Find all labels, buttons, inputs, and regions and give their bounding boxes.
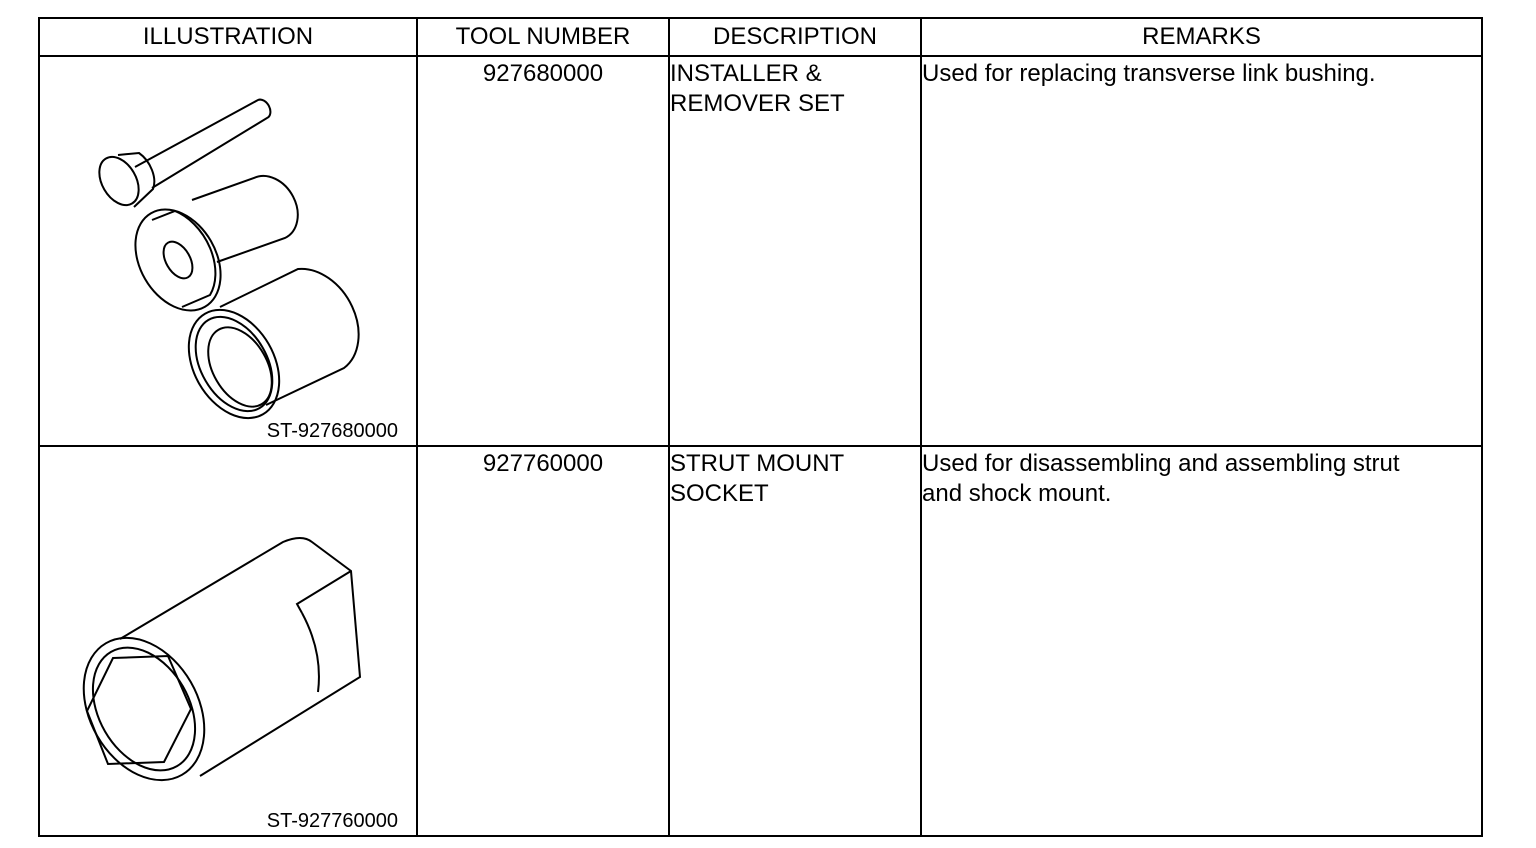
remarks: Used for disassembling and assembling strut and shock mount.	[922, 450, 1400, 507]
tool-number-cell	[417, 56, 669, 446]
strut-mount-socket-drawing	[40, 447, 416, 835]
header-remarks: REMARKS	[921, 18, 1482, 56]
stepped-bushing	[118, 176, 298, 326]
description-cell	[669, 446, 921, 836]
tool-number: 927680000	[482, 60, 604, 87]
illustration-cell	[39, 56, 417, 446]
table-row	[39, 56, 1482, 446]
header-description: DESCRIPTION	[669, 18, 921, 56]
table-row	[39, 446, 1482, 836]
tool-number-cell	[417, 446, 669, 836]
description: STRUT MOUNT SOCKET	[670, 450, 845, 507]
illustration-cell	[39, 446, 417, 836]
illustration-code: ST-927760000	[266, 810, 398, 832]
header-tool-number: TOOL NUMBER	[417, 18, 669, 56]
description-cell	[669, 56, 921, 446]
illustration-code: ST-927680000	[266, 420, 398, 442]
tool-number: 927760000	[482, 450, 604, 477]
remarks-cell	[921, 446, 1482, 836]
remarks: Used for replacing transverse link bushing.	[922, 60, 1376, 87]
special-tools-table	[38, 17, 1483, 837]
remarks-cell	[921, 56, 1482, 446]
pin-shaft	[91, 100, 270, 212]
receiver-cup	[170, 269, 358, 434]
installer-remover-set-drawing	[40, 57, 416, 445]
table-header-row	[39, 18, 1482, 56]
socket-body	[59, 538, 360, 802]
header-illustration: ILLUSTRATION	[39, 18, 417, 56]
description: INSTALLER & REMOVER SET	[670, 60, 845, 117]
